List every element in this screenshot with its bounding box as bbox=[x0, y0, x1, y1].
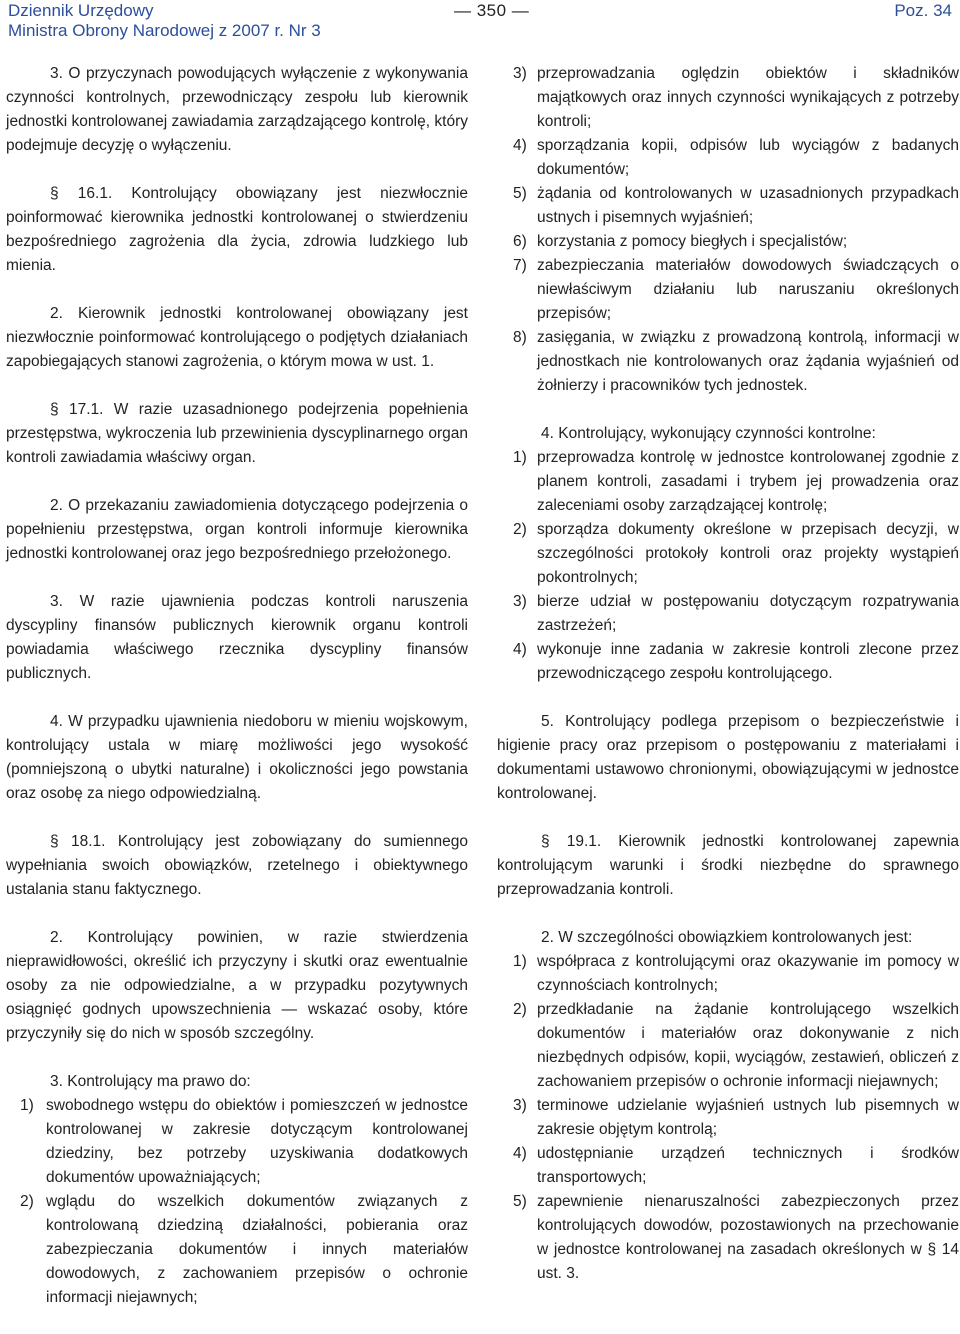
rights-list-continued bbox=[497, 62, 959, 398]
section-17-paragraph: § 17.1. W razie uzasadnionego podejrzenia popełnienia przestępstwa, wykroczenia lub przewinienia dyscyplinarnego organ kontroli zawiadamia właściwy organ. bbox=[6, 401, 468, 466]
list-number: 3) bbox=[513, 65, 527, 82]
list-number: 4) bbox=[513, 137, 527, 154]
list-item bbox=[497, 950, 959, 998]
paragraph: 4. Kontrolujący, wykonujący czynności kontrolne: bbox=[541, 425, 876, 442]
list-item bbox=[497, 182, 959, 230]
right-column bbox=[497, 62, 959, 1310]
list-number: 5) bbox=[513, 185, 527, 202]
section-19-paragraph: § 19.1. Kierownik jednostki kontrolowanej zapewnia kontrolującym warunki i środki niezbędne do sprawnego przeprowadzania kontroli. bbox=[497, 833, 959, 898]
duties-list bbox=[497, 446, 959, 686]
list-number: 1) bbox=[513, 449, 527, 466]
list-text: bierze udział w postępowaniu dotyczącym rozpatrywania zastrzeżeń; bbox=[537, 593, 959, 634]
journal-title: Dziennik Urzędowy bbox=[8, 1, 154, 20]
list-text: zasięgania, w związku z prowadzoną kontrolą, informacji w jednostkach nie kontrolowanych oraz żądania wyjaśnień od żołnierzy i pracowników tych jednostek. bbox=[537, 329, 959, 394]
paragraph: 2. Kierownik jednostki kontrolowanej obowiązany jest niezwłocznie poinformować kontrolującego o podjętych działaniach zapobiegających stanowi zagrożenia, o którym mowa w ust. 1. bbox=[6, 305, 468, 370]
list-item bbox=[497, 230, 959, 254]
list-text: przedkładanie na żądanie kontrolującego wszelkich dokumentów i materiałów oraz dokonywanie z nich niezbędnych odpisów, kopii, wyciągów, zestawień, obliczeń z zachowaniem przepisów o ochronie informacji niejawnych; bbox=[537, 1001, 959, 1090]
list-number: 3) bbox=[513, 1097, 527, 1114]
list-item bbox=[497, 326, 959, 398]
list-number: 2) bbox=[513, 521, 527, 538]
page-number: — 350 — bbox=[454, 1, 530, 20]
list-text: przeprowadzania oględzin obiektów i składników majątkowych oraz innych czynności wynikających z potrzeby kontroli; bbox=[537, 65, 959, 130]
list-number: 2) bbox=[20, 1193, 34, 1210]
list-number: 5) bbox=[513, 1193, 527, 1210]
paragraph: 4. W przypadku ujawnienia niedoboru w mieniu wojskowym, kontrolujący ustala w miarę możliwości jego wysokość (pomniejszoną o ubytki naturalne) i okoliczności jego powstania oraz osobę za niego odpowiedzialną. bbox=[6, 713, 468, 802]
list-item bbox=[6, 1094, 468, 1190]
list-text: zabezpieczania materiałów dowodowych świadczących o niewłaściwym działaniu lub naruszaniu określonych przepisów; bbox=[537, 257, 959, 322]
page-header bbox=[8, 0, 952, 44]
list-number: 3) bbox=[513, 593, 527, 610]
journal-info bbox=[8, 1, 321, 41]
list-number: 4) bbox=[513, 1145, 527, 1162]
list-item bbox=[497, 638, 959, 686]
section-18-paragraph: § 18.1. Kontrolujący jest zobowiązany do sumiennego wypełniania swoich obowiązków, rzetelnego i obiektywnego ustalania stanu faktycznego. bbox=[6, 833, 468, 898]
paragraph: 2. O przekazaniu zawiadomienia dotyczącego podejrzenia o popełnieniu przestępstwa, organ kontroli informuje kierownika jednostki kontrolowanej oraz jego bezpośredniego przełożonego. bbox=[6, 497, 468, 562]
list-number: 1) bbox=[513, 953, 527, 970]
list-text: żądania od kontrolowanych w uzasadnionych przypadkach ustnych i pisemnych wyjaśnień; bbox=[537, 185, 959, 226]
paragraph: 3. W razie ujawnienia podczas kontroli naruszenia dyscypliny finansów publicznych kierownik organu kontroli powiadamia właściwego rzecznika dyscypliny finansów publicznych. bbox=[6, 593, 468, 682]
list-item bbox=[497, 62, 959, 134]
rights-list bbox=[6, 1094, 468, 1310]
list-item bbox=[497, 254, 959, 326]
list-text: zapewnienie nienaruszalności zabezpieczonych przez kontrolujących dowodów, pozostawionych na przechowanie w jednostce kontrolowanej na zasadach określonych w § 14 ust. 3. bbox=[537, 1193, 959, 1282]
left-column bbox=[6, 62, 468, 1334]
paragraph: 2. Kontrolujący powinien, w razie stwierdzenia nieprawidłowości, określić ich przyczyny i skutki oraz ewentualnie osoby za nie odpowiedzialne, a w przypadku pozytywnych osiągnięć godnych upowszechnienia — wskazać osoby, które przyczyniły się do nich w sposób szczególny. bbox=[6, 929, 468, 1042]
list-text: wykonuje inne zadania w zakresie kontroli zlecone przez przewodniczącego zespołu kontrolującego. bbox=[537, 641, 959, 682]
list-item bbox=[497, 590, 959, 638]
list-text: korzystania z pomocy biegłych i specjalistów; bbox=[537, 233, 848, 250]
list-item bbox=[497, 1094, 959, 1142]
list-text: wglądu do wszelkich dokumentów związanych z kontrolowaną dziedziną działalności, pobierania oraz zabezpieczania dokumentów i innych materiałów dowodowych, z zachowaniem przepisów o ochronie informacji niejawnych; bbox=[46, 1193, 468, 1306]
list-item bbox=[497, 998, 959, 1094]
list-number: 2) bbox=[513, 1001, 527, 1018]
list-number: 6) bbox=[513, 233, 527, 250]
list-item bbox=[497, 1142, 959, 1190]
list-item bbox=[6, 1190, 468, 1310]
list-number: 4) bbox=[513, 641, 527, 658]
list-text: sporządzania kopii, odpisów lub wyciągów z badanych dokumentów; bbox=[537, 137, 959, 178]
list-item bbox=[497, 1190, 959, 1286]
paragraph: 3. O przyczynach powodujących wyłączenie z wykonywania czynności kontrolnych, przewodniczący zespołu lub kierownik jednostki kontrolowanej zawiadamia zarządzającego kontrolę, który podejmuje decyzję o wyłączeniu. bbox=[6, 65, 468, 154]
list-text: współpraca z kontrolującymi oraz okazywanie im pomocy w czynnościach kontrolnych; bbox=[537, 953, 959, 994]
list-text: terminowe udzielanie wyjaśnień ustnych lub pisemnych w zakresie objętym kontrolą; bbox=[537, 1097, 959, 1138]
list-item bbox=[497, 446, 959, 518]
list-number: 1) bbox=[20, 1097, 34, 1114]
list-item bbox=[497, 518, 959, 590]
list-text: przeprowadza kontrolę w jednostce kontrolowanej zgodnie z planem kontroli, zasadami i trybem jej prowadzenia oraz zaleceniami osoby zarządzającej kontrolę; bbox=[537, 449, 959, 514]
list-number: 7) bbox=[513, 257, 527, 274]
section-16-paragraph: § 16.1. Kontrolujący obowiązany jest niezwłocznie poinformować kierownika jednostki kontrolowanej o stwierdzeniu bezpośredniego zagrożenia dla życia, zdrowia ludzkiego lub mienia. bbox=[6, 185, 468, 274]
list-number: 8) bbox=[513, 329, 527, 346]
ministry-line: Ministra Obrony Narodowej z 2007 r. Nr 3 bbox=[8, 21, 321, 40]
position-number: Poz. 34 bbox=[894, 1, 952, 20]
obligations-list bbox=[497, 950, 959, 1286]
paragraph: 2. W szczególności obowiązkiem kontrolowanych jest: bbox=[541, 929, 913, 946]
list-item bbox=[497, 134, 959, 182]
list-text: swobodnego wstępu do obiektów i pomieszczeń w jednostce kontrolowanej w zakresie dotyczącym kontrolowanej dziedziny, bez potrzeby uzyskiwania dodatkowych dokumentów upoważniających; bbox=[46, 1097, 468, 1186]
list-text: udostępnianie urządzeń technicznych i środków transportowych; bbox=[537, 1145, 959, 1186]
list-text: sporządza dokumenty określone w przepisach decyzji, w szczególności protokoły kontroli oraz projekty wystąpień pokontrolnych; bbox=[537, 521, 959, 586]
paragraph: 3. Kontrolujący ma prawo do: bbox=[50, 1073, 251, 1090]
paragraph: 5. Kontrolujący podlega przepisom o bezpieczeństwie i higienie pracy oraz przepisom o postępowaniu z materiałami i dokumentami ustawowo chronionymi, obowiązującymi w jednostce kontrolowanej. bbox=[497, 713, 959, 802]
